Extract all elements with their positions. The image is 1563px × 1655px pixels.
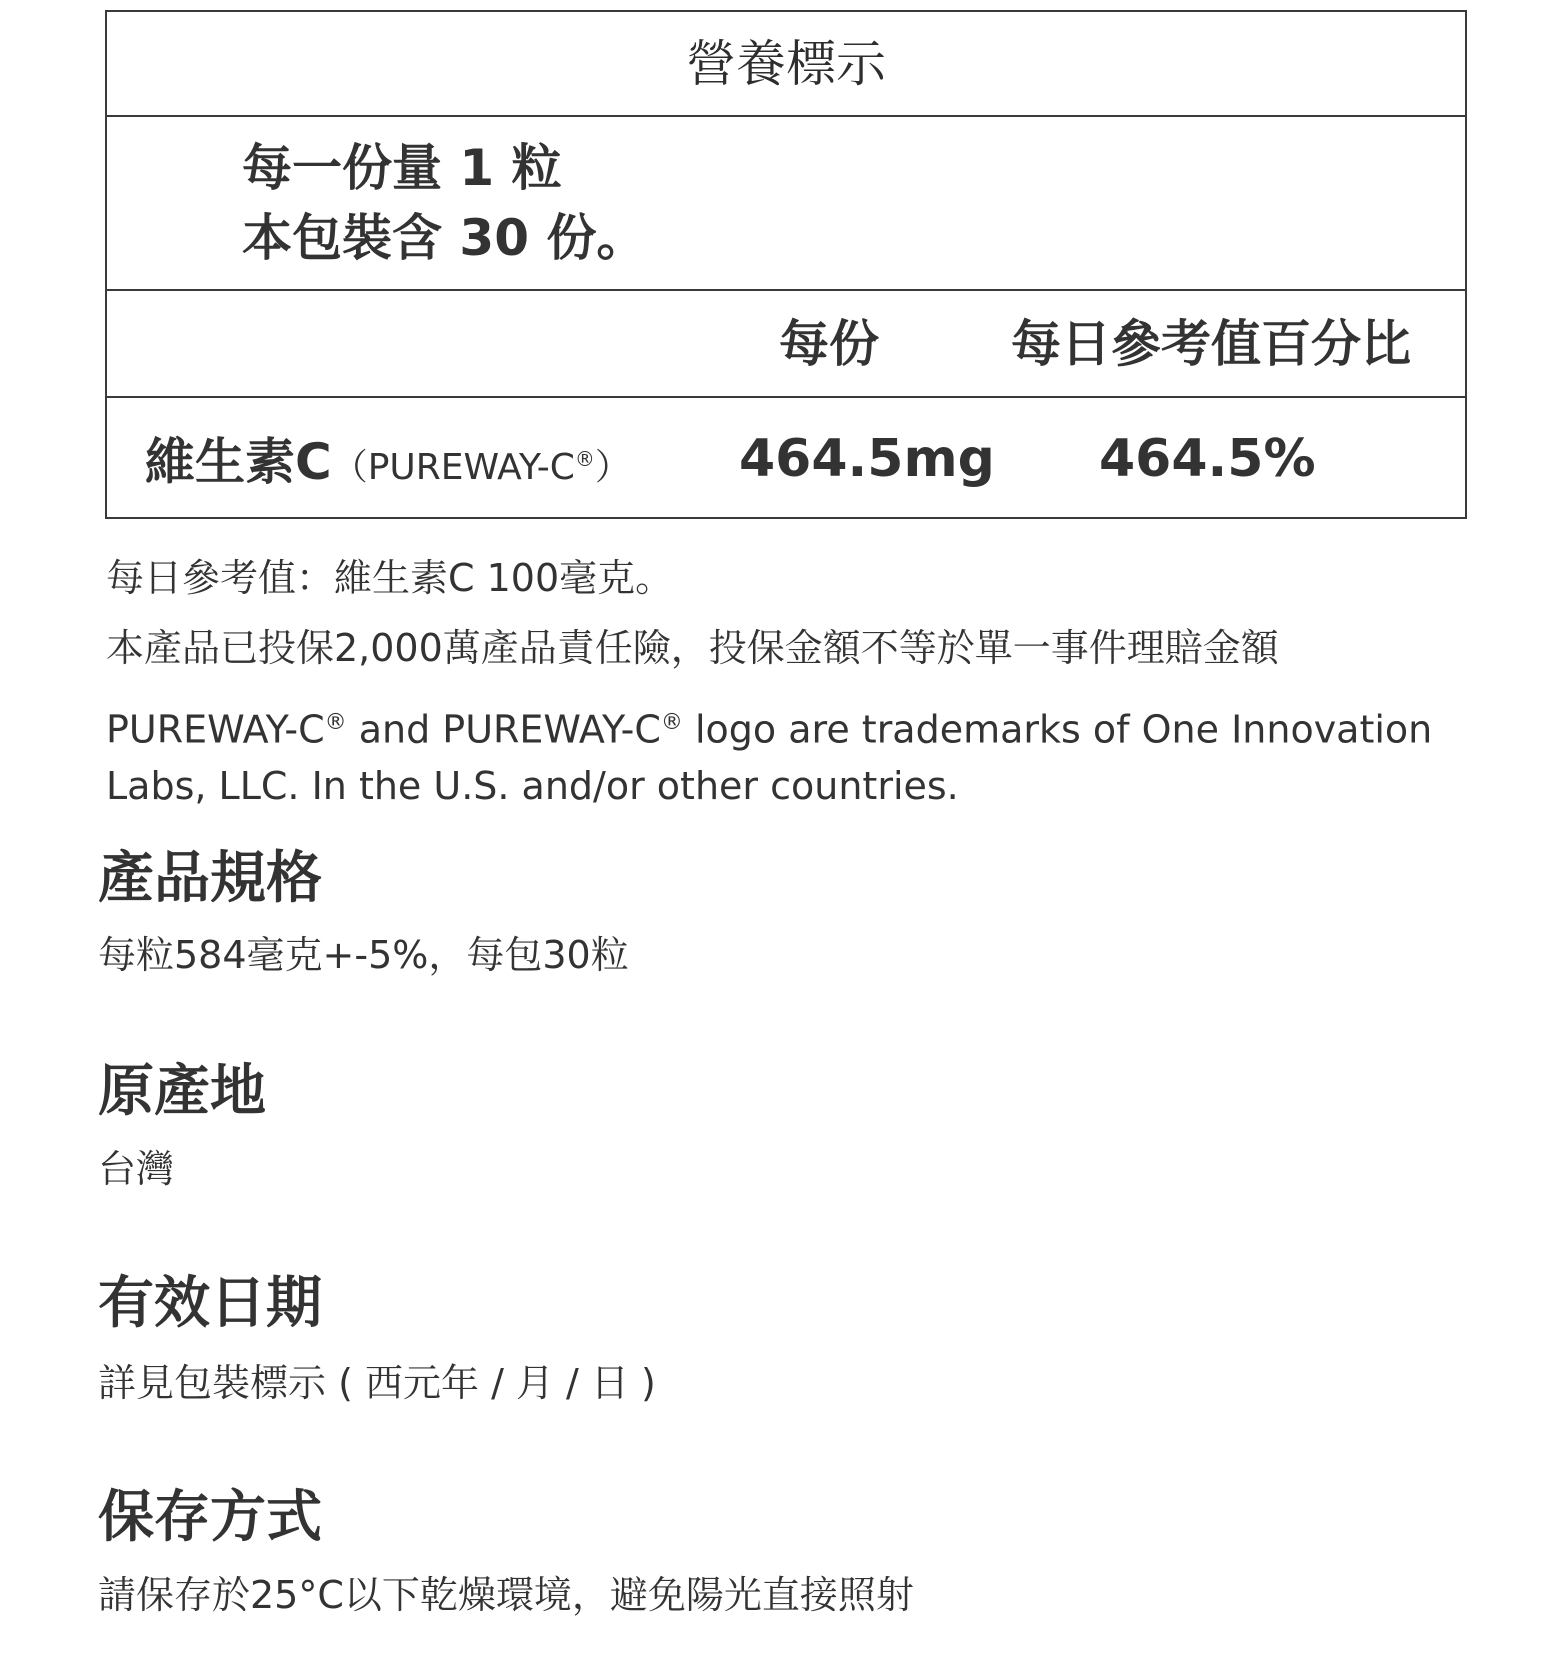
nutrient-sub-close: ） [594,447,631,488]
servings-per-pack: 本包裝含 30 份。 [242,209,647,267]
section-body-storage: 請保存於25°C以下乾燥環境，避免陽光直接照射 [98,1573,914,1617]
column-daily-value: 每日參考值百分比 [1011,315,1411,373]
trademark-text-1: PUREWAY-C [106,707,325,752]
registered-mark: ® [324,710,347,735]
nutrient-sub-open: （PUREWAY-C [331,447,575,488]
nutrition-title: 營養標示 [686,35,886,93]
nutrient-name-main: 維生素C [145,433,332,491]
serving-size: 每一份量 1 粒 [242,139,562,197]
trademark-text-3: logo are trademarks of One Innovation Labs, LLC. In the U.S. and/or other countries. [106,707,1433,808]
trademark-note [106,695,1446,814]
section-title-origin: 原產地 [98,1059,266,1124]
insurance-note: 本產品已投保2,000萬產品責任險，投保金額不等於單一事件理賠金額 [106,626,1279,670]
column-per-serving: 每份 [779,315,879,373]
nutrient-row [107,398,1465,519]
serving-info-row [107,117,1465,291]
section-body-origin: 台灣 [98,1147,175,1191]
nutrient-daily-pct: 464.5% [1099,429,1316,489]
nutrition-title-row [107,12,1465,117]
registered-mark: ® [660,710,683,735]
nutrient-amount: 464.5mg [739,429,995,489]
column-header-row [107,291,1465,398]
nutrition-facts-table [105,10,1467,519]
section-title-storage: 保存方式 [98,1485,322,1550]
trademark-text-2: and PUREWAY-C [346,707,661,752]
section-body-spec: 每粒584毫克+-5%，每包30粒 [98,933,629,977]
section-title-expiry: 有效日期 [98,1271,322,1336]
nutrient-name [145,428,631,499]
registered-mark: ® [574,447,595,471]
section-title-spec: 產品規格 [98,846,322,911]
section-body-expiry: 詳見包裝標示 ( 西元年 / 月 / 日 ) [98,1361,656,1405]
nutrient-name-sub [332,447,631,488]
daily-reference-note: 每日參考值：維生素C 100毫克。 [106,556,674,600]
